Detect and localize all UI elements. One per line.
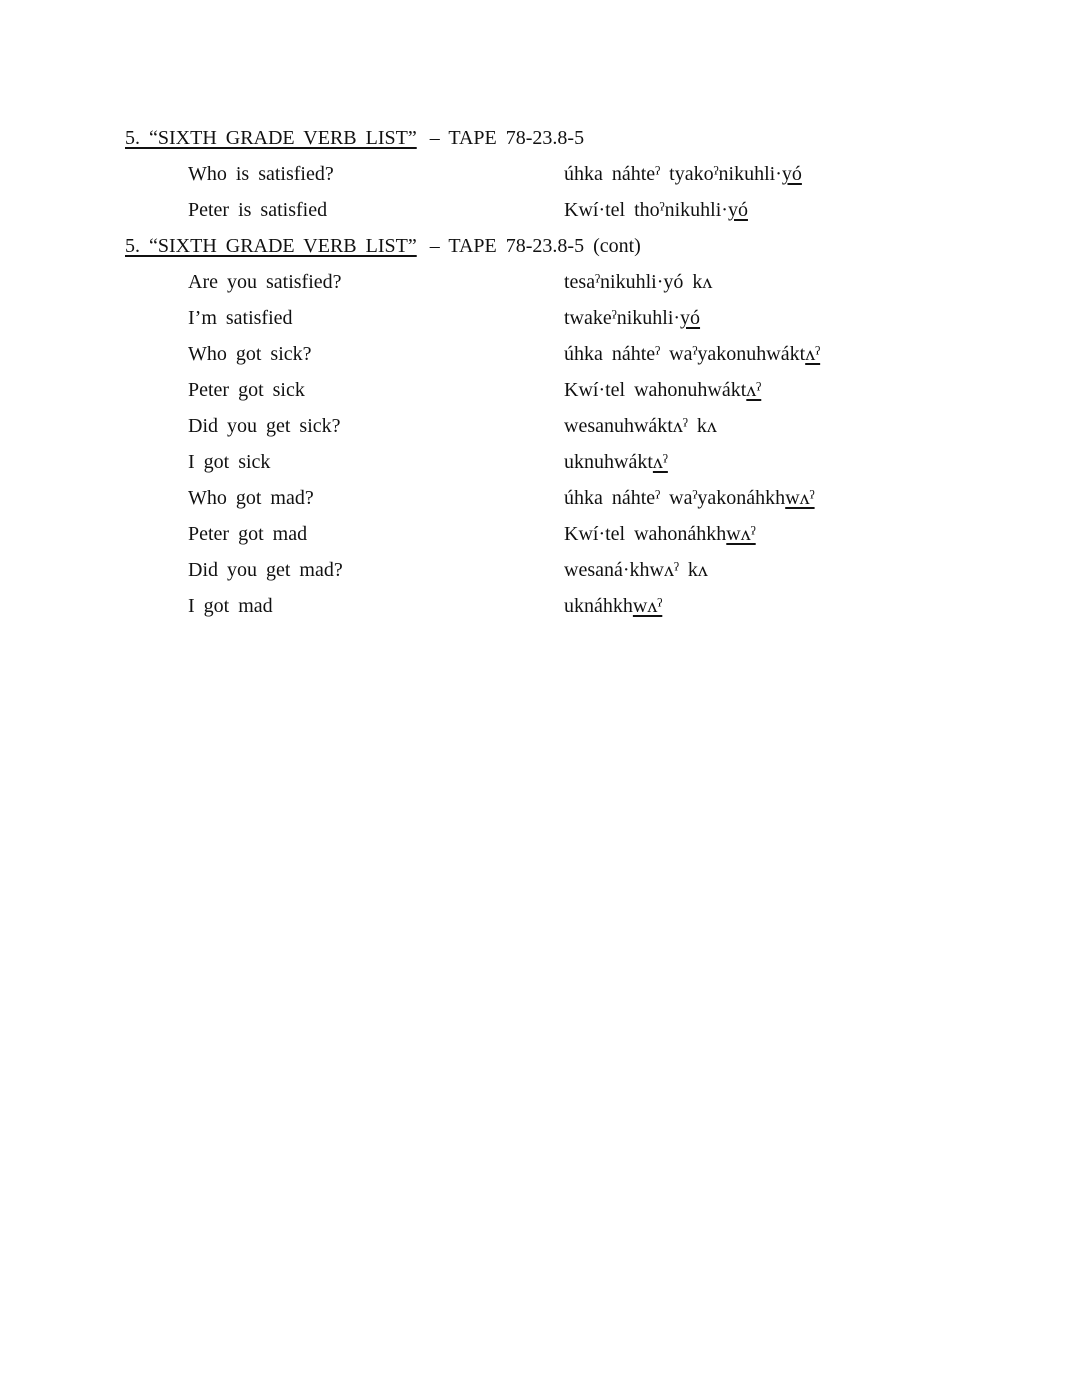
section-heading (125, 120, 1025, 156)
verb-row (125, 264, 1025, 300)
verb-row (125, 336, 1025, 372)
verb-row (125, 300, 1025, 336)
english-phrase: Who got mad? (188, 487, 314, 509)
verb-row (125, 192, 1025, 228)
oneida-phrase: úhka náhteˀ tyakoˀnikuhli·yó (564, 163, 802, 185)
verb-row (125, 588, 1025, 624)
oneida-phrase: wesaná·khwʌˀ kʌ (564, 559, 708, 581)
english-phrase: I got sick (188, 451, 271, 473)
verb-row (125, 408, 1025, 444)
english-phrase: Peter got mad (188, 523, 308, 545)
oneida-phrase: Kwí·tel wahonáhkhwʌˀ (564, 523, 756, 545)
oneida-phrase: wesanuhwáktʌˀ kʌ (564, 415, 717, 437)
oneida-phrase: Kwí·tel wahonuhwáktʌˀ (564, 379, 762, 401)
tape-reference: – TAPE 78-23.8-5 (cont) (429, 235, 641, 257)
oneida-phrase: úhka náhteˀ waˀyakonuhwáktʌˀ (564, 343, 821, 365)
verb-row (125, 156, 1025, 192)
verb-row (125, 552, 1025, 588)
oneida-phrase: uknáhkhwʌˀ (564, 595, 663, 617)
tape-reference: – TAPE 78-23.8-5 (429, 127, 585, 149)
verb-list-section-1 (125, 120, 1025, 228)
english-phrase: Did you get mad? (188, 559, 343, 581)
english-phrase: Peter got sick (188, 379, 305, 401)
english-phrase: Did you get sick? (188, 415, 341, 437)
oneida-phrase: uknuhwáktʌˀ (564, 451, 668, 473)
oneida-phrase: Kwí·tel thoˀnikuhli·yó (564, 199, 748, 221)
english-phrase: Who got sick? (188, 343, 312, 365)
oneida-phrase: twakeˀnikuhli·yó (564, 307, 701, 329)
english-phrase: I’m satisfied (188, 307, 293, 329)
english-phrase: Peter is satisfied (188, 199, 328, 221)
english-phrase: Are you satisfied? (188, 271, 342, 293)
section-title: 5. “SIXTH GRADE VERB LIST” (125, 127, 417, 149)
oneida-phrase: tesaˀnikuhli·yó kʌ (564, 271, 713, 293)
verb-row (125, 480, 1025, 516)
oneida-phrase: úhka náhteˀ waˀyakonáhkhwʌˀ (564, 487, 815, 509)
section-title: 5. “SIXTH GRADE VERB LIST” (125, 235, 417, 257)
english-phrase: I got mad (188, 595, 273, 617)
english-phrase: Who is satisfied? (188, 163, 334, 185)
verb-list-section-2 (125, 228, 1025, 624)
section-heading (125, 228, 1025, 264)
verb-row (125, 444, 1025, 480)
verb-row (125, 372, 1025, 408)
verb-row (125, 516, 1025, 552)
